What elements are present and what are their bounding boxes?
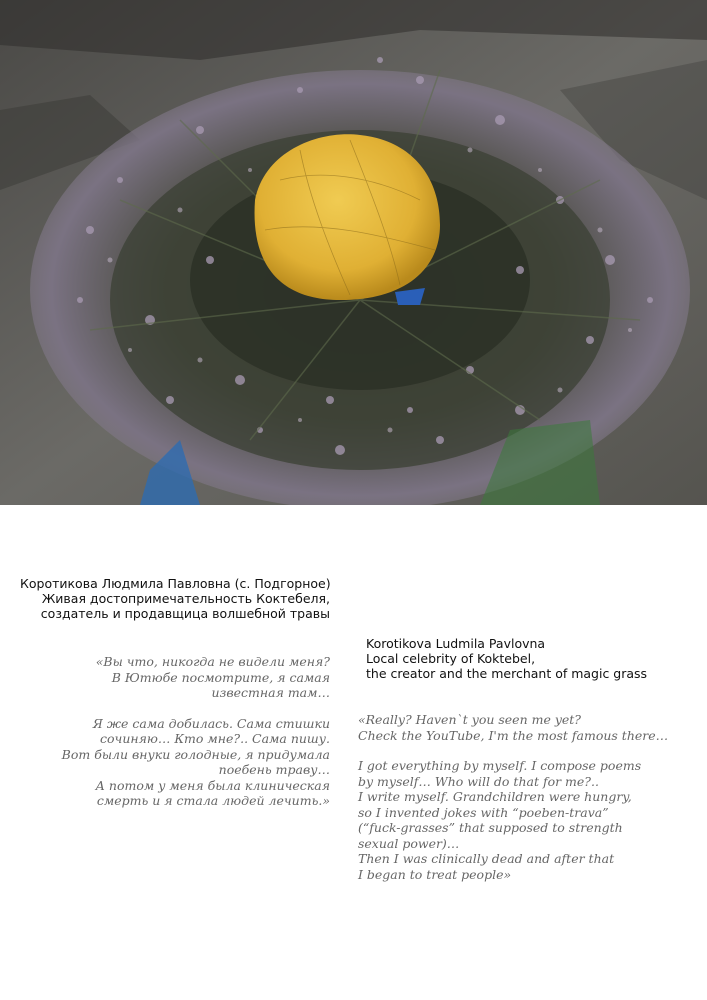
russian-heading <box>20 576 330 621</box>
english-quote-line: sexual power)… <box>358 835 460 851</box>
english-quote-line: I began to treat people» <box>358 866 512 882</box>
russian-quote-line: сочиняю… Кто мне?.. Сама пишу. <box>100 731 330 746</box>
russian-quote-line: А потом у меня была клиническая <box>95 777 330 793</box>
english-quote-line: Check the YouTube, I'm the most famous there… <box>358 727 669 743</box>
russian-heading-line: Коротикова Людмила Павловна (с. Подгорное) <box>20 576 331 591</box>
russian-heading-line: создатель и продавщица волшебной травы <box>40 606 330 621</box>
russian-heading-line: Живая достопримечательность Коктебеля, <box>41 591 330 606</box>
paragraph-gap <box>358 743 703 758</box>
english-quote-line: I write myself. Grandchildren were hungry, <box>358 789 632 804</box>
russian-quote-line: известная там… <box>211 685 330 700</box>
russian-quote-line: поебень траву… <box>218 762 330 777</box>
english-quote-line: I got everything by myself. I compose poems <box>358 758 642 773</box>
english-quote-line: so I invented jokes with “poeben-trava” <box>358 804 609 820</box>
russian-quote <box>20 654 330 809</box>
russian-quote-line: В Ютюбе посмотрите, я самая <box>111 669 330 685</box>
english-heading-line: Korotikova Ludmila Pavlovna <box>366 636 546 651</box>
russian-quote-line: Я же сама добилась. Сама стишки <box>92 715 330 731</box>
english-heading-line: the creator and the merchant of magic grass <box>366 666 648 681</box>
english-quote-line: «Really? Haven`t you seen me yet? <box>358 712 582 727</box>
english-quote-line: (“fuck-grasses” that supposed to strength <box>358 820 623 835</box>
russian-quote-line: Вот были внуки голодные, я придумала <box>61 746 330 762</box>
english-quote-line: Then I was clinically dead and after that <box>358 851 615 866</box>
english-heading-line: Local celebrity of Koktebel, <box>366 651 536 666</box>
paragraph-gap <box>20 701 330 716</box>
english-quote <box>358 712 703 882</box>
russian-quote-line: смерть и я стала людей лечить.» <box>96 793 330 808</box>
english-heading <box>366 636 696 681</box>
russian-quote-line: «Вы что, никогда не видели меня? <box>95 654 330 669</box>
english-quote-line: by myself… Who will do that for me?.. <box>358 773 599 789</box>
